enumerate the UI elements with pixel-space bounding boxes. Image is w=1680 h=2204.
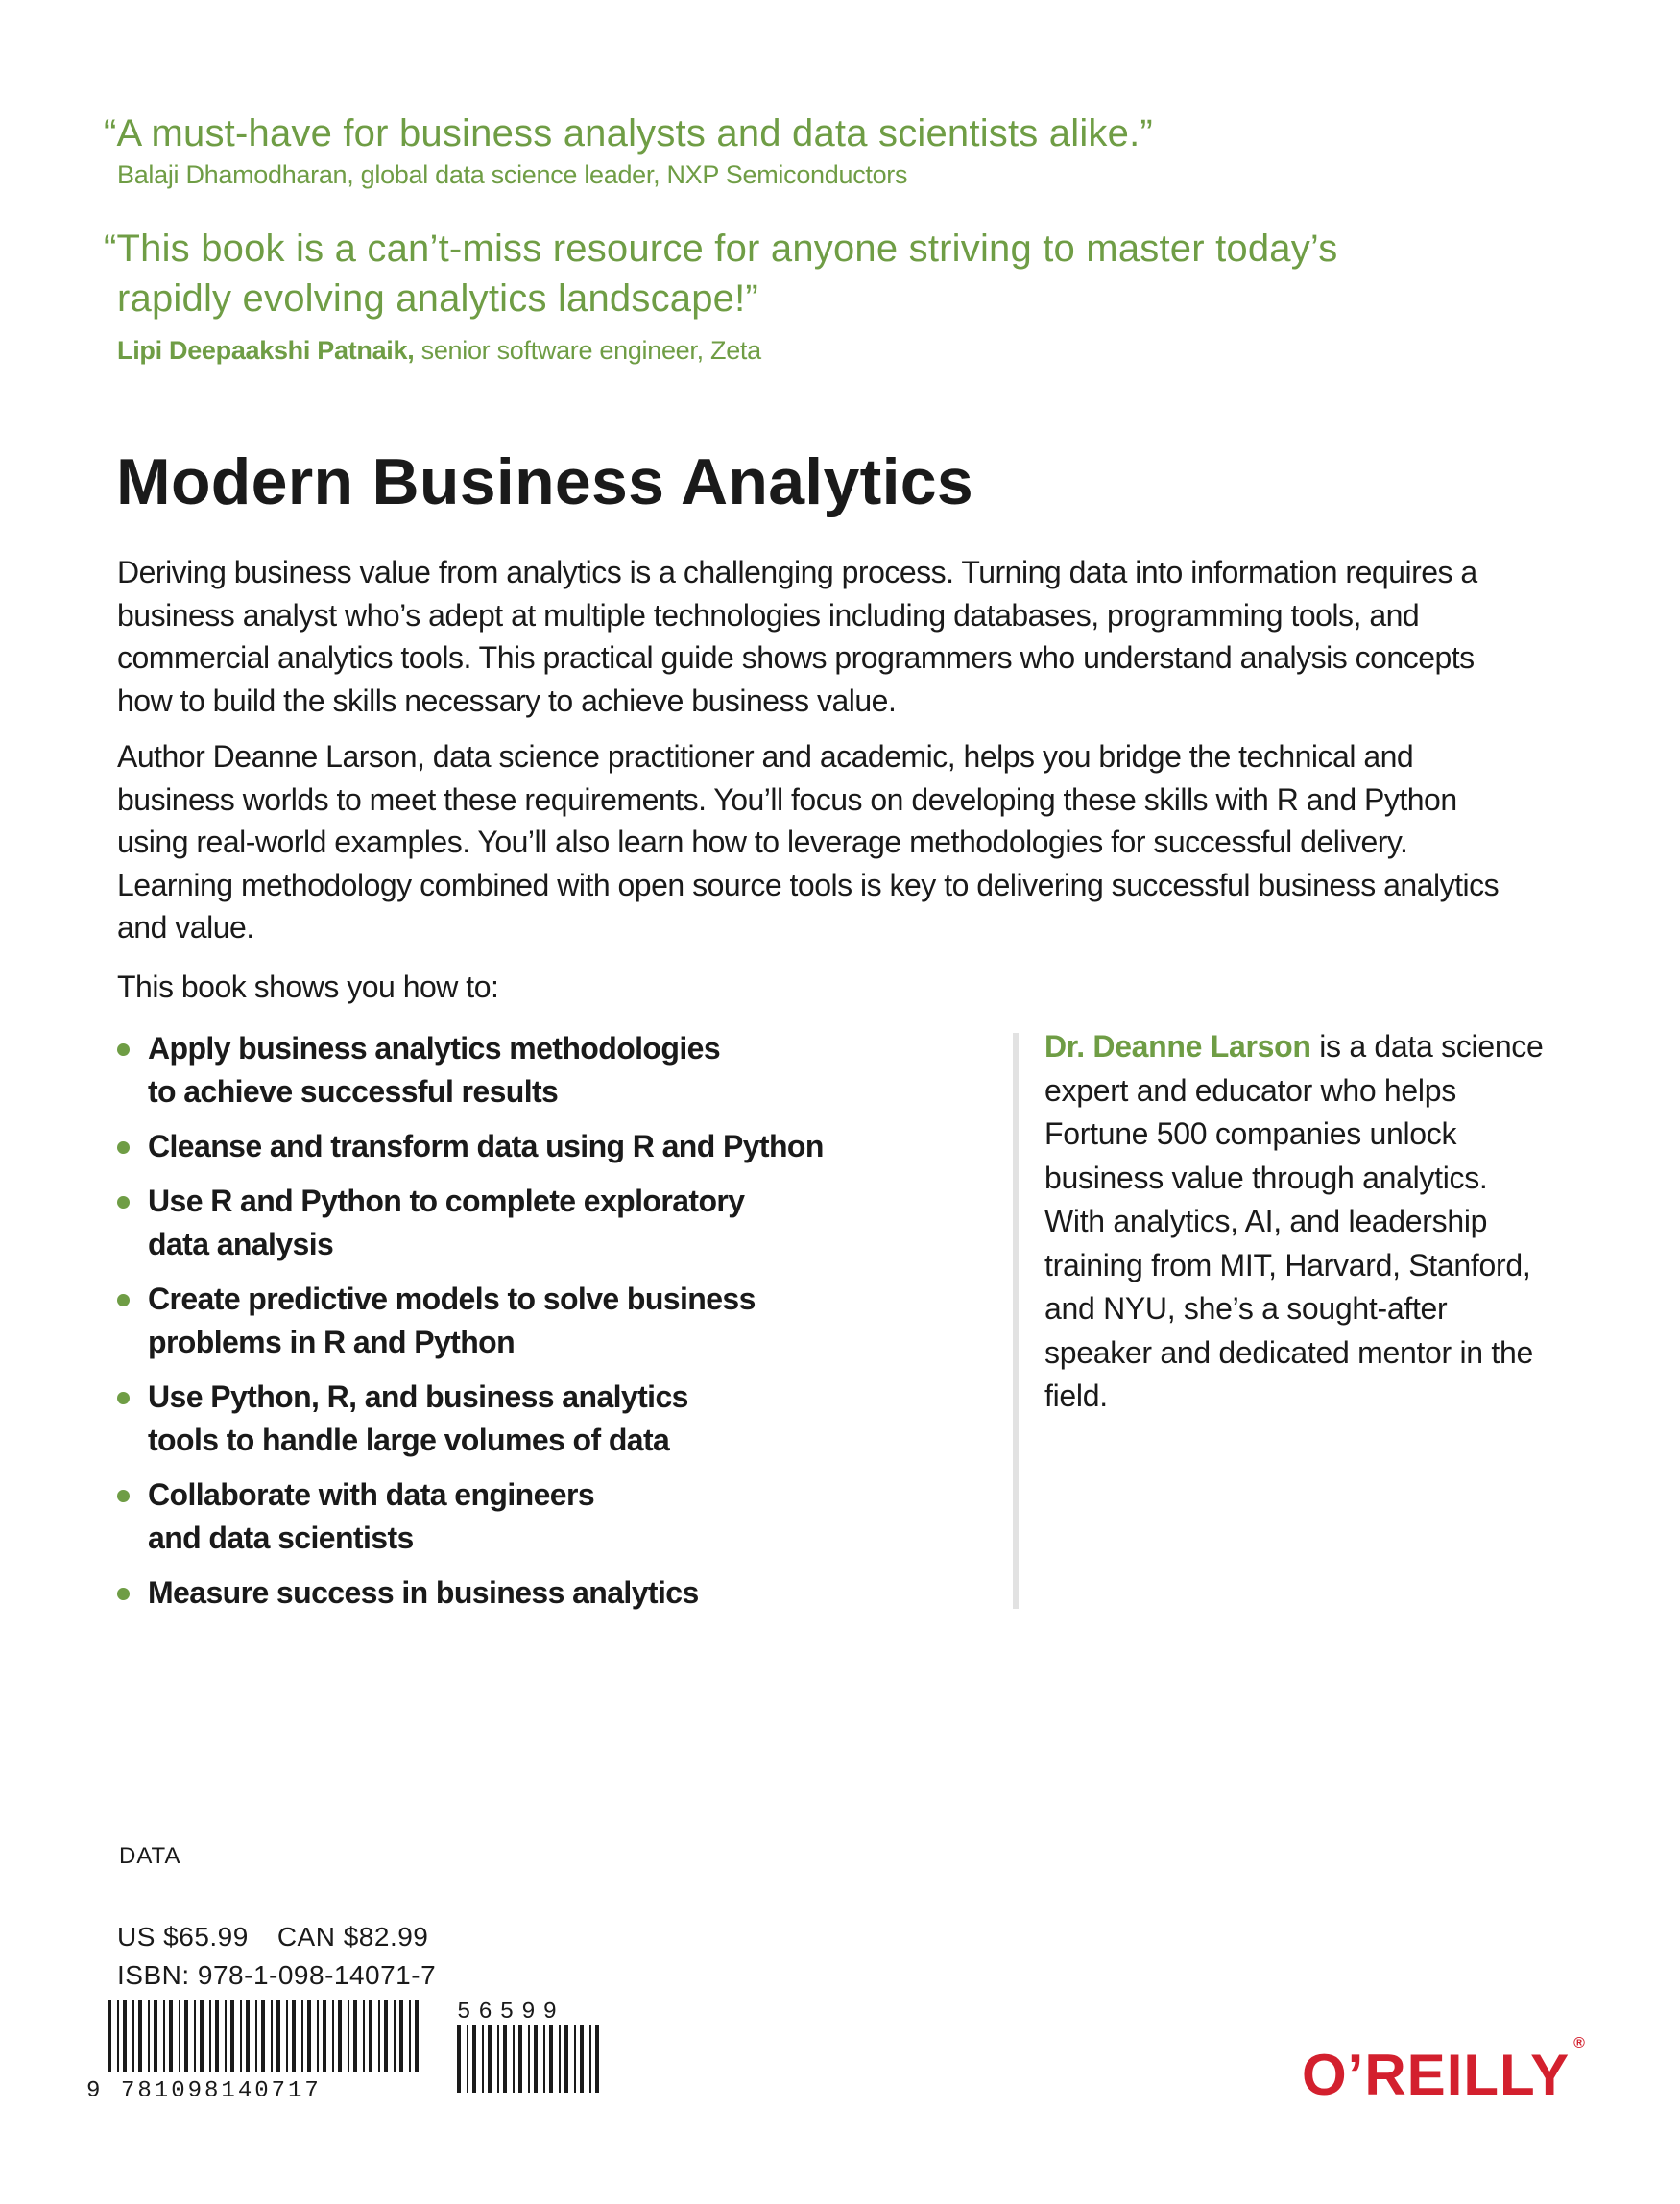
barcode-bar	[384, 2000, 388, 2072]
barcode-bar	[378, 2000, 380, 2072]
barcode-bar	[123, 2000, 127, 2072]
barcode-bar	[513, 2025, 515, 2093]
barcode-bar	[363, 2000, 365, 2072]
quote-2-name: Lipi Deepaakshi Patnaik,	[117, 336, 415, 365]
barcode-bar	[292, 2000, 296, 2072]
barcode-bar	[200, 2000, 204, 2072]
list-item	[113, 1473, 977, 1560]
barcode-bar	[394, 2000, 396, 2072]
publisher-logo	[1302, 2037, 1586, 2109]
price-can: CAN $82.99	[276, 1922, 429, 1952]
barcode-main-bars	[108, 2000, 419, 2072]
publisher-name: O’REILLY	[1302, 2043, 1571, 2107]
list-item-text: Use R and Python to complete exploratory data analysis	[148, 1184, 745, 1261]
price-line	[117, 1918, 457, 1956]
quote-1-role: Balaji Dhamodharan, global data science leader, NXP Semiconductors	[117, 160, 908, 189]
barcode-bar	[307, 2000, 311, 2072]
barcode-bar	[399, 2000, 403, 2072]
barcode-addon-digits: 56599	[457, 2000, 565, 2025]
barcode-bar	[332, 2000, 334, 2072]
list-item-text: Apply business analytics methodologies to achieve successful results	[148, 1031, 721, 1109]
feature-list	[113, 1027, 977, 1626]
list-item	[113, 1278, 977, 1364]
list-item-text: Cleanse and transform data using R and Python	[148, 1129, 824, 1163]
barcode-first-digit: 9	[86, 2078, 101, 2102]
list-item-text: Collaborate with data engineers and data scientists	[148, 1477, 595, 1555]
barcode-bar	[323, 2000, 326, 2072]
barcode-icon	[84, 1997, 622, 2102]
barcode-bar	[415, 2000, 419, 2072]
bio-divider	[1013, 1033, 1019, 1609]
barcode-bar	[154, 2000, 157, 2072]
isbn-label: ISBN: 978-1-098-14071-7	[117, 1960, 437, 1990]
barcode-bar	[271, 2000, 273, 2072]
barcode-bar	[230, 2000, 234, 2072]
category-label: DATA	[119, 1843, 181, 1869]
list-item	[113, 1571, 977, 1615]
barcode-bar	[534, 2025, 538, 2093]
bullets-lead: This book shows you how to:	[117, 970, 499, 1004]
barcode-bar	[353, 2000, 357, 2072]
author-bio	[1044, 1025, 1544, 1419]
quote-1	[104, 108, 1153, 158]
barcode-bar	[580, 2025, 584, 2093]
barcode-bar	[225, 2000, 227, 2072]
barcode-bar	[467, 2025, 468, 2093]
quote-2-role: senior software engineer, Zeta	[414, 336, 761, 365]
barcode-bar	[163, 2000, 165, 2072]
barcode-bar	[528, 2025, 530, 2093]
description-paragraph-1: Deriving business value from analytics is a challenging process. Turning data into information requires a business analyst who’s adept at multiple technologies including databases, programming tools, and commercial analytics tools. This practical guide shows programmers who understand analysis concepts how to build the skills necessary to achieve business value.	[117, 555, 1477, 718]
barcode-bar	[108, 2000, 111, 2072]
barcode-bar	[132, 2000, 134, 2072]
barcode-bar	[240, 2000, 242, 2072]
barcode-bar	[215, 2000, 219, 2072]
bullet-icon	[117, 1392, 130, 1404]
barcode-bar	[543, 2025, 545, 2093]
barcode-bar	[369, 2000, 372, 2072]
barcode-bar	[286, 2000, 288, 2072]
bullet-icon	[117, 1196, 130, 1209]
barcode-bar	[518, 2025, 522, 2093]
barcode-bar	[138, 2000, 142, 2072]
barcode-bar	[482, 2025, 484, 2093]
bullet-icon	[117, 1043, 130, 1056]
barcode-bar	[589, 2025, 591, 2093]
barcode-main-digits: 781098140717	[121, 2078, 322, 2102]
barcode-bar	[317, 2000, 319, 2072]
quote-2-line-2: rapidly evolving analytics landscape!”	[117, 277, 758, 320]
list-item-text: Create predictive models to solve business problems in R and Python	[148, 1282, 756, 1359]
price-us: US $65.99	[117, 1922, 249, 1952]
barcode-bar	[574, 2025, 576, 2093]
book-title: Modern Business Analytics	[116, 445, 973, 518]
barcode-bar	[503, 2025, 507, 2093]
quote-2	[104, 224, 1337, 323]
list-item-text: Measure success in business analytics	[148, 1575, 699, 1610]
barcode-bar	[457, 2025, 461, 2093]
barcode-bar	[559, 2025, 561, 2093]
description-paragraph-2: Author Deanne Larson, data science practitioner and academic, helps you bridge the technical and business worlds to meet these requirements. You’ll focus on developing these skills with R and Python using real-world examples. You’ll also learn how to leverage methodologies for successful delivery. Learning methodology combined with open source tools is key to delivering successful business analytics and value.	[117, 739, 1500, 945]
barcode-bar	[301, 2000, 303, 2072]
barcode-bar	[338, 2000, 342, 2072]
barcode-bar	[184, 2000, 188, 2072]
quote-1-text: “A must-have for business analysts and data scientists alike.”	[104, 112, 1153, 155]
barcode-bar	[246, 2000, 250, 2072]
barcode-bar	[276, 2000, 280, 2072]
quote-1-attribution	[117, 158, 907, 191]
registered-mark-icon: ®	[1573, 2035, 1586, 2051]
barcode-bar	[549, 2025, 553, 2093]
bullet-icon	[117, 1490, 130, 1502]
list-item	[113, 1180, 977, 1266]
barcode-bar	[261, 2000, 265, 2072]
list-item	[113, 1027, 977, 1114]
barcode-bar	[564, 2025, 568, 2093]
barcode-bar	[348, 2000, 349, 2072]
bullet-icon	[117, 1588, 130, 1600]
barcode-bar	[169, 2000, 173, 2072]
quote-2-line-1: “This book is a can’t-miss resource for anyone striving to master today’s	[104, 228, 1338, 270]
barcode-bar	[117, 2000, 119, 2072]
barcode-bar	[595, 2025, 599, 2093]
barcode-bar	[488, 2025, 492, 2093]
barcode-bar	[209, 2000, 211, 2072]
barcode-addon-bars	[457, 2025, 599, 2093]
barcode-bar	[194, 2000, 196, 2072]
bullet-icon	[117, 1294, 130, 1306]
list-item-text: Use Python, R, and business analytics tools to handle large volumes of data	[148, 1379, 688, 1457]
barcode-bar	[148, 2000, 150, 2072]
quote-2-attribution	[117, 334, 761, 367]
bullet-icon	[117, 1141, 130, 1154]
barcode-bar	[179, 2000, 180, 2072]
author-name: Dr. Deanne Larson	[1044, 1029, 1311, 1064]
barcode-bar	[409, 2000, 411, 2072]
barcode-bar	[497, 2025, 499, 2093]
barcode-bar	[255, 2000, 257, 2072]
list-item	[113, 1125, 977, 1168]
barcode-bar	[472, 2025, 476, 2093]
list-item	[113, 1376, 977, 1462]
author-bio-text: is a data science expert and educator who helps Fortune 500 companies unlock business value through analytics. With analytics, AI, and leadership training from MIT, Harvard, Stanford, and NYU, she’s a sought-after speaker and dedicated mentor in the field.	[1044, 1029, 1544, 1413]
